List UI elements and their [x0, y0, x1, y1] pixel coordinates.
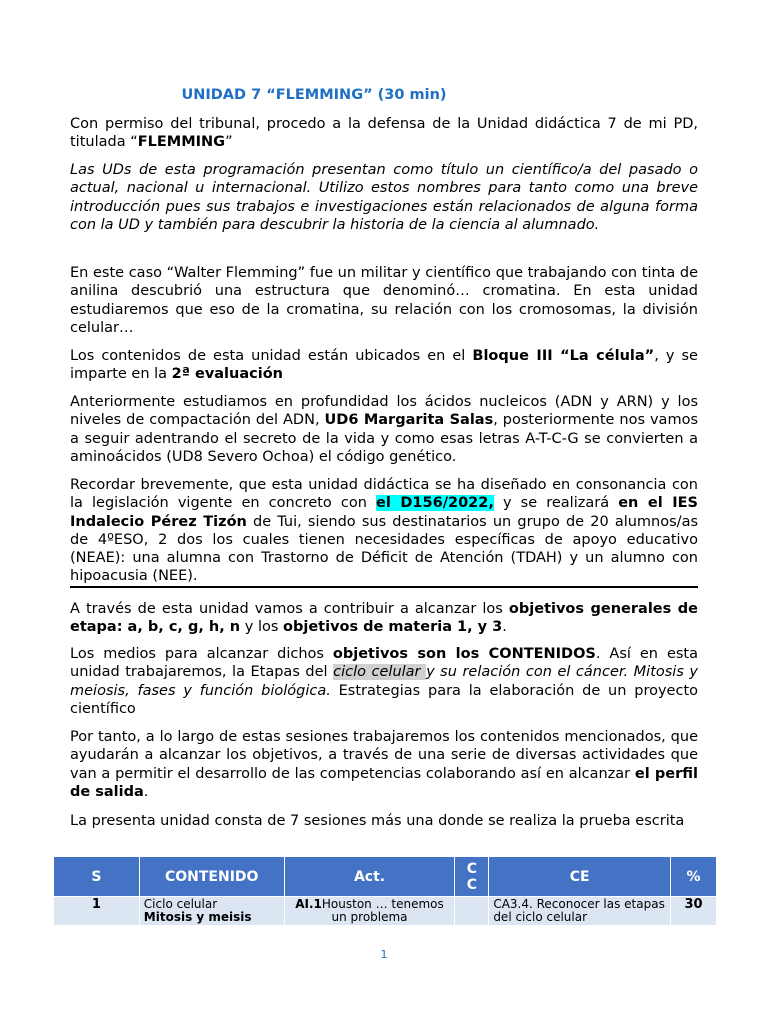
header-s: S — [54, 857, 140, 897]
sessions-table — [53, 856, 717, 926]
cell-cc — [455, 897, 489, 926]
ciclo-celular-highlight: ciclo celular — [333, 664, 427, 681]
bloque-text-a: Los contenidos de esta unidad están ubicados en el — [70, 348, 473, 364]
contents-bold: objetivos son los CONTENIDOS — [332, 646, 596, 662]
legislation-text-c: y se realizará — [493, 495, 619, 512]
cell-ce: CA3.4. Reconocer las etapas del ciclo celular — [489, 897, 671, 926]
intro-close: ” — [225, 134, 233, 151]
section-divider — [70, 586, 698, 588]
header-act: Act. — [284, 857, 455, 897]
sessions-text-a: Por tanto, a lo largo de estas sesiones trabajaremos los contenidos mencionados, que ayudarán a alcanzar los objetivos, a través de una serie de diversas actividades que van a permitir el desarrollo de las competencias colaborando así en alcanzar — [70, 729, 698, 782]
objectives-general-bold: objetivos generales de etapa: a, b, c, g, h, n — [70, 601, 698, 636]
previous-units-paragraph — [70, 393, 698, 466]
contenido-line-1: Ciclo celular — [143, 897, 218, 911]
school-bold: en el IES Indalecio Pérez Tizón — [70, 495, 698, 530]
cell-contenido — [139, 897, 284, 926]
legislation-text-e: de Tui, siendo sus destinatarios un grupo de 20 alumnos/as de 4ºESO, 2 dos los cuales tienen necesidades específicas de apoyo educativo (NEAE): una alumna con Trastorno de Déficit de Atención (TDAH) y un alumno con hipoacusia (NEE). — [70, 513, 699, 585]
activity-code: AI.1 — [295, 897, 322, 911]
bloque-bold: Bloque III “La célula” — [472, 348, 655, 364]
page-number: 1 — [380, 948, 388, 961]
header-percent: % — [671, 857, 717, 897]
ud6-bold: UD6 Margarita Salas — [324, 412, 494, 429]
perfil-bold: el perfil de salida — [70, 765, 698, 800]
cell-activity — [284, 897, 455, 926]
header-cc: C C — [455, 857, 489, 897]
legislation-paragraph — [70, 476, 698, 586]
previous-text-c: , posteriormente nos vamos a seguir adentrando el secreto de la vida y como esas letras A-T-C-G se convierten a aminoácidos (UD8 Severo Ochoa) el código genético. — [70, 412, 698, 465]
contents-text-f: Estrategias para la elaboración de un proyecto científico — [70, 682, 699, 717]
sessions-text-c: . — [143, 783, 149, 800]
objectives-text-a: A través de esta unidad vamos a contribuir a alcanzar los — [70, 601, 509, 617]
objectives-paragraph — [70, 600, 698, 637]
evaluacion-bold: 2ª evaluación — [171, 366, 283, 383]
table-row — [54, 897, 717, 926]
decree-highlight: el D156/2022, — [376, 495, 494, 512]
contents-paragraph — [70, 645, 698, 718]
sessions-count-paragraph: La presenta unidad consta de 7 sesiones más una donde se realiza la prueba escrita — [70, 813, 685, 829]
table-header-row — [54, 857, 717, 897]
flemming-paragraph: En este caso “Walter Flemming” fue un militar y científico que trabajando con tinta de anilina descubrió una estructura que denominó… cromatina. En esta unidad estudiaremos que eso de la cromatina, su relación con los cromosomas, la división celular… — [70, 265, 698, 336]
intro-title-bold: FLEMMING — [137, 134, 226, 151]
bloque-text-c: , y se imparte en la — [70, 348, 698, 383]
intro-paragraph — [70, 115, 698, 152]
header-contenido: CONTENIDO — [139, 857, 284, 897]
header-ce: CE — [489, 857, 671, 897]
cell-session: 1 — [54, 897, 140, 926]
unit-title: UNIDAD 7 “FLEMMING” (30 min) — [181, 87, 447, 103]
contents-text-c: . Así en esta unidad trabajaremos, la Etapas del — [70, 646, 698, 681]
sessions-work-paragraph — [70, 728, 698, 801]
activity-title: Houston … tenemos un problema — [321, 897, 444, 924]
objectives-text-c: y los — [240, 619, 284, 636]
uds-explanation-paragraph: Las UDs de esta programación presentan como título un científico/a del pasado o actual, nacional u internacional. Utilizo estos nombres para tanto como una breve introducción pues sus trabajos e investigaciones están relacionados de alguna forma con la UD y también para descubrir la historia de la ciencia al alumnado. — [70, 162, 698, 233]
objectives-materia-bold: objetivos de materia 1, y 3 — [283, 619, 503, 636]
previous-text-a: Anteriormente estudiamos en profundidad los ácidos nucleicos (ADN y ARN) y los niveles de compactación del ADN, — [70, 394, 698, 429]
contenido-line-2: Mitosis y meisis — [143, 910, 252, 924]
cell-percent: 30 — [671, 897, 717, 926]
contents-italic: y su relación con el cáncer. Mitosis y meiosis, fases y función biológica. — [70, 664, 699, 699]
objectives-text-e: . — [502, 619, 507, 636]
bloque-paragraph — [70, 347, 698, 384]
contents-text-a: Los medios para alcanzar dichos — [70, 646, 333, 662]
intro-text: Con permiso del tribunal, procedo a la defensa de la Unidad didáctica 7 de mi PD, titulada “ — [70, 116, 698, 151]
legislation-text-a: Recordar brevemente, que esta unidad didáctica se ha diseñado en consonancia con la legislación vigente en concreto con — [70, 477, 698, 512]
